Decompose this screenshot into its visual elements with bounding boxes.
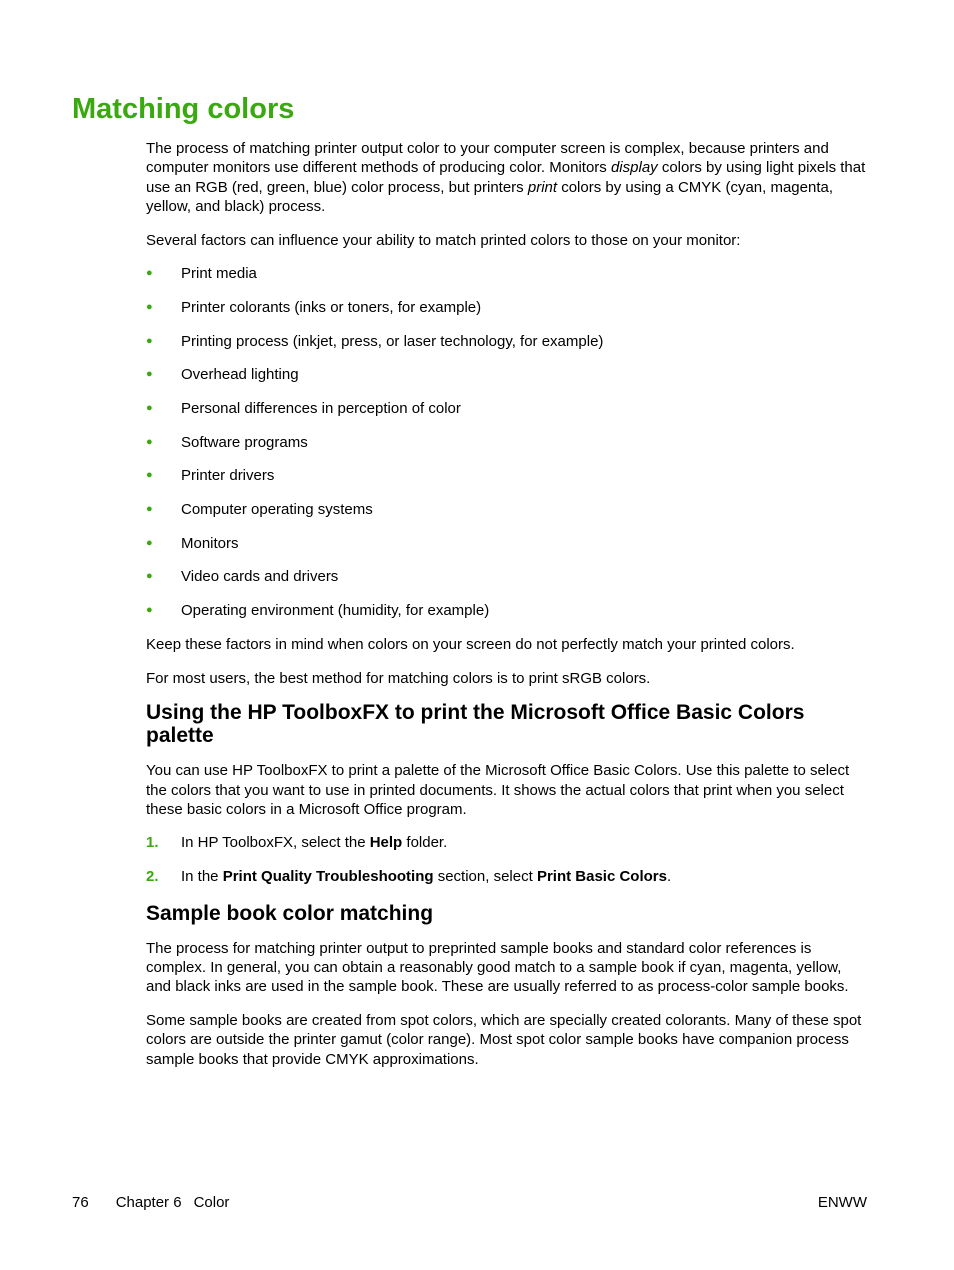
bullet-icon: ● [146,503,153,516]
step-text: section, select [433,868,537,886]
list-item [146,567,870,586]
page-content [146,139,870,1083]
toolbox-paragraph: You can use HP ToolboxFX to print a palette of the Microsoft Office Basic Colors. Use this palette to select the colors that you want to use in printed documents. It shows the actual colors that print when you select these basic colors in a Microsoft Office program. [146,762,850,818]
list-item-text: Print media [181,265,257,283]
section-heading-toolbox: Using the HP ToolboxFX to print the Microsoft Office Basic Colors palette [146,701,805,747]
srgb-note: For most users, the best method for matching colors is to print sRGB colors. [146,669,651,687]
page-number: 76 [72,1194,89,1211]
list-item [146,332,870,351]
step-bold-help: Help [369,834,403,852]
list-item [146,534,870,553]
list-item-text: Printer colorants (inks or toners, for example) [181,298,482,316]
list-item-text: Overhead lighting [181,366,299,384]
list-item-text: Software programs [181,433,308,451]
page-footer-left [72,1193,229,1212]
sample-paragraph-2: Some sample books are created from spot colors, which are specially created colorants. Many of these spot colors are outside the printer gamut (color range). Most spot color sample books have companion process sample books that provide CMYK approximations. [146,1012,862,1068]
step-text: folder. [402,834,448,852]
bullet-icon: ● [146,267,153,280]
list-item [146,298,870,317]
list-item-text: Computer operating systems [181,501,373,519]
step-number: 1. [146,834,159,852]
bullet-icon: ● [146,435,153,448]
list-item-text: Video cards and drivers [181,568,339,586]
intro-text-b: colors by using light pixels that use an RGB (red, green, blue) color process, but printers [146,159,866,196]
toolbox-steps [146,833,870,886]
list-item-text: Monitors [181,534,239,552]
step-item [146,867,870,886]
intro-text-a: The process of matching printer output color to your computer screen is complex, because printers and computer monitors use different methods of producing color. Monitors [146,140,829,177]
bullet-icon: ● [146,536,153,549]
step-text: In HP ToolboxFX, select the [181,834,370,852]
factors-intro: Several factors can influence your ability to match printed colors to those on your monitor: [146,231,741,249]
bullet-icon: ● [146,604,153,617]
factors-note: Keep these factors in mind when colors on your screen do not perfectly match your printed colors. [146,635,795,653]
factors-list [146,264,870,620]
step-bold-basic-colors: Print Basic Colors [536,868,667,886]
page-title: Matching colors [72,93,295,125]
list-item [146,500,870,519]
bullet-icon: ● [146,469,153,482]
list-item-text: Personal differences in perception of color [181,400,461,418]
doc-code: ENWW [817,1194,867,1211]
list-item [146,601,870,620]
list-item [146,399,870,418]
step-text: In the [181,868,223,886]
section-heading-sample: Sample book color matching [146,901,434,925]
intro-emphasis-print: print [527,178,558,196]
chapter-title: Color [193,1194,230,1211]
list-item-text: Printer drivers [181,467,275,485]
list-item [146,264,870,283]
bullet-icon: ● [146,300,153,313]
bullet-icon: ● [146,402,153,415]
bullet-icon: ● [146,368,153,381]
step-number: 2. [146,868,159,886]
list-item [146,433,870,452]
list-item-text: Operating environment (humidity, for example) [181,602,490,620]
step-text: . [666,868,672,886]
intro-paragraph [146,139,870,216]
list-item-text: Printing process (inkjet, press, or laser technology, for example) [181,332,604,350]
step-item [146,833,870,852]
sample-paragraph-1: The process for matching printer output to preprinted sample books and standard color references is complex. In general, you can obtain a reasonably good match to a sample book if cyan, magenta, yellow, and black inks are used in the sample book. These are usually referred to as process-color sample books. [146,939,849,996]
intro-emphasis-display: display [610,159,658,177]
chapter-label: Chapter 6 [115,1194,182,1211]
bullet-icon: ● [146,570,153,583]
list-item [146,365,870,384]
list-item [146,466,870,485]
bullet-icon: ● [146,334,153,347]
intro-text-c: colors by using a CMYK (cyan, magenta, yellow, and black) process. [146,178,834,215]
step-bold-troubleshooting: Print Quality Troubleshooting [222,868,434,886]
